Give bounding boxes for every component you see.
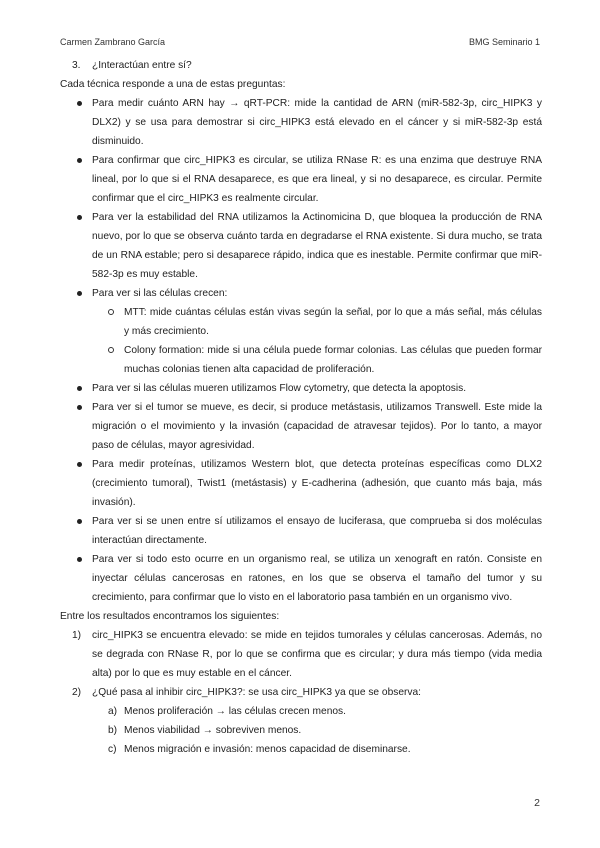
effect-text: Menos migración e invasión: menos capacidad de diseminarse. xyxy=(124,744,411,755)
inhibition-effects-list xyxy=(92,702,542,759)
technique-item: Para medir cuánto ARN hay → qRT-PCR: mide la cantidad de ARN (miR-582-3p, circ_HIPK3 y DLX2) y se usa para demostrar si circ_HIPK3 está elevado en el cáncer y si miR-582-3p está disminuido. xyxy=(60,94,542,151)
inhibition-effect-item xyxy=(92,740,542,759)
results-list xyxy=(60,626,542,759)
techniques-list xyxy=(60,94,542,607)
effect-marker: a) xyxy=(108,706,118,717)
section-3-heading xyxy=(60,56,542,75)
result-text: circ_HIPK3 se encuentra elevado: se mide en tejidos tumorales y células cancerosas. Además, no se degrada con RNase R, por lo que se confirma que es circular; y dura más tiempo (vida media alta) por lo que es muy estable en el cáncer. xyxy=(92,630,542,679)
effect-marker: c) xyxy=(108,744,117,755)
result-marker: 2) xyxy=(72,687,82,698)
effect-marker: b) xyxy=(108,725,118,736)
section-heading-list xyxy=(60,56,542,75)
header-course: BMG Seminario 1 xyxy=(468,37,540,47)
page-content xyxy=(60,56,542,759)
inhibition-effect-item xyxy=(92,702,542,721)
result-text: ¿Qué pasa al inhibir circ_HIPK3?: se usa circ_HIPK3 ya que se observa: xyxy=(92,687,421,698)
technique-item: Para medir proteínas, utilizamos Western blot, que detecta proteínas específicas como DLX2 (crecimiento tumoral), Twist1 (metástasis) y E-cadherina (adhesión, que cuanto más baja, más invasión). xyxy=(60,455,542,512)
effect-text: Menos proliferación → las células crecen menos. xyxy=(124,706,346,717)
technique-item: Para confirmar que circ_HIPK3 es circular, se utiliza RNase R: es una enzima que destruye RNA lineal, por lo que si el RNA desaparece, es que era lineal, y si no desaparece, es circular. Permite confirmar que el circ_HIPK3 es realmente circular. xyxy=(60,151,542,208)
techniques-intro: Cada técnica responde a una de estas preguntas: xyxy=(60,79,286,90)
growth-subitem: Colony formation: mide si una célula puede formar colonias. Las células que pueden formar muchas colonias tienen alta capacidad de proliferación. xyxy=(92,341,542,379)
inhibition-effect-item xyxy=(92,721,542,740)
result-item xyxy=(60,626,542,683)
effect-text: Menos viabilidad → sobreviven menos. xyxy=(124,725,302,736)
technique-item: Para ver si el tumor se mueve, es decir, si produce metástasis, utilizamos Transwell. Este mide la migración o el movimiento y la invasión (capacidad de atravesar tejidos). Por lo tanto, a mayor paso de células, mayor agresividad. xyxy=(60,398,542,455)
results-intro: Entre los resultados encontramos los siguientes: xyxy=(60,611,280,622)
section-3-number: 3. xyxy=(72,60,81,71)
technique-item: Para ver si todo esto ocurre en un organismo real, se utiliza un xenograft en ratón. Consiste en inyectar células cancerosas en ratones, en los que se observa el tamaño del tumor y su crecimiento, para confirmar que lo visto en el laboratorio pasa también en un organismo vivo. xyxy=(60,550,542,607)
section-3-title: ¿Interactúan entre sí? xyxy=(92,60,192,71)
growth-sublist xyxy=(92,303,542,379)
technique-item: Para ver si se unen entre sí utilizamos el ensayo de luciferasa, que comprueba si dos moléculas interactúan directamente. xyxy=(60,512,542,550)
technique-growth-label: Para ver si las células crecen: xyxy=(92,288,228,299)
technique-item-growth xyxy=(60,284,542,379)
technique-item: Para ver la estabilidad del RNA utilizamos la Actinomicina D, que bloquea la producción de RNA nuevo, por lo que se observa cuánto tarda en degradarse el RNA existente. Si dura mucho, se trata de un RNA estable; pero si desaparece rápido, indica que es inestable. Permite confirmar que miR-582-3p es muy estable. xyxy=(60,208,542,284)
result-marker: 1) xyxy=(72,630,82,641)
result-item xyxy=(60,683,542,759)
technique-item: Para ver si las células mueren utilizamos Flow cytometry, que detecta la apoptosis. xyxy=(60,379,542,398)
growth-subitem: MTT: mide cuántas células están vivas según la señal, por lo que a más señal, más células y más crecimiento. xyxy=(92,303,542,341)
page-number: 2 xyxy=(534,797,540,809)
header-author: Carmen Zambrano García xyxy=(60,37,166,47)
